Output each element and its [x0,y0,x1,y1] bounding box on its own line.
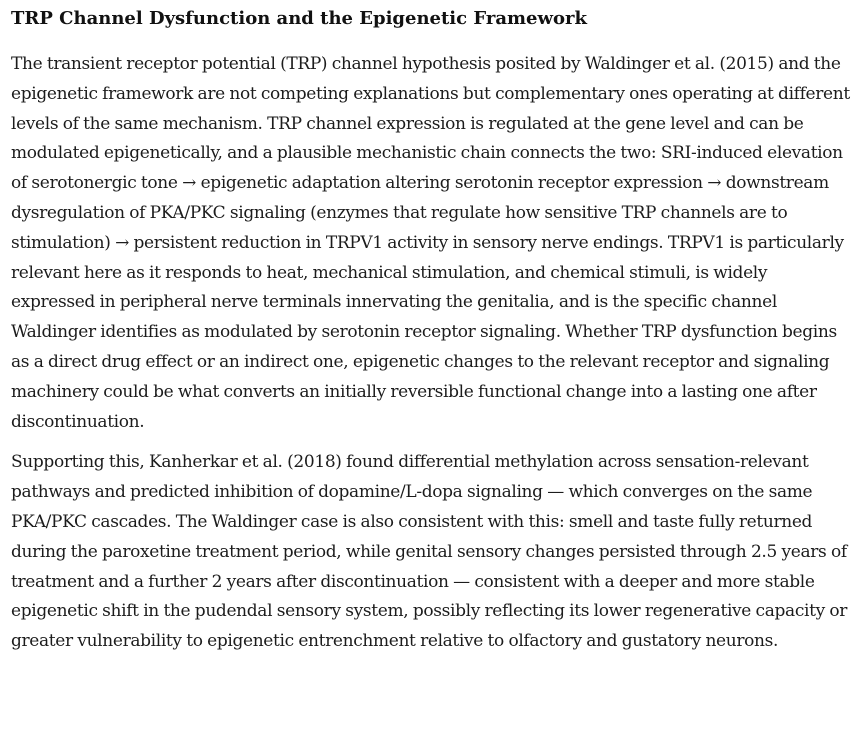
section-title: TRP Channel Dysfunction and the Epigenetic Framework [11,8,587,29]
paragraph-supporting-evidence: Supporting this, Kanherkar et al. (2018) found differential methylation across sensation-relevant pathways and predicted inhibition of dopamine/L-dopa signaling — which converges on the same PKA/PKC cascades. The Waldinger case is also consistent with this: smell and taste fully returned during the paroxetine treatment period, while genital sensory changes persisted through 2.5 years of treatment and a further 2 years after discontinuation — consistent with a deeper and more stable epigenetic shift in the pudendal sensory system, possibly reflecting its lower regenerative capacity or greater vulnerability to epigenetic entrenchment relative to olfactory and gustatory neurons. [11,452,848,652]
paragraph-trp-epigenetic-link: The transient receptor potential (TRP) channel hypothesis posited by Waldinger et al. (2015) and the epigenetic framework are not competing explanations but complementary ones operating at different levels of the same mechanism. TRP channel expression is regulated at the gene level and can be modulated epigenetically, and a plausible mechanistic chain connects the two: SRI-induced elevation of serotonergic tone → epigenetic adaptation altering serotonin receptor expression → downstream dysregulation of PKA/PKC signaling (enzymes that regulate how sensitive TRP channels are to stimulation) → persistent reduction in TRPV1 activity in sensory nerve endings. TRPV1 is particularly relevant here as it responds to heat, mechanical stimulation, and chemical stimuli, is widely expressed in peripheral nerve terminals innervating the genitalia, and is the specific channel Waldinger identifies as modulated by serotonin receptor signaling. Whether TRP dysfunction begins as a direct drug effect or an indirect one, epigenetic changes to the relevant receptor and signaling machinery could be what converts an initially reversible functional change into a lasting one after discontinuation. [11,54,850,432]
